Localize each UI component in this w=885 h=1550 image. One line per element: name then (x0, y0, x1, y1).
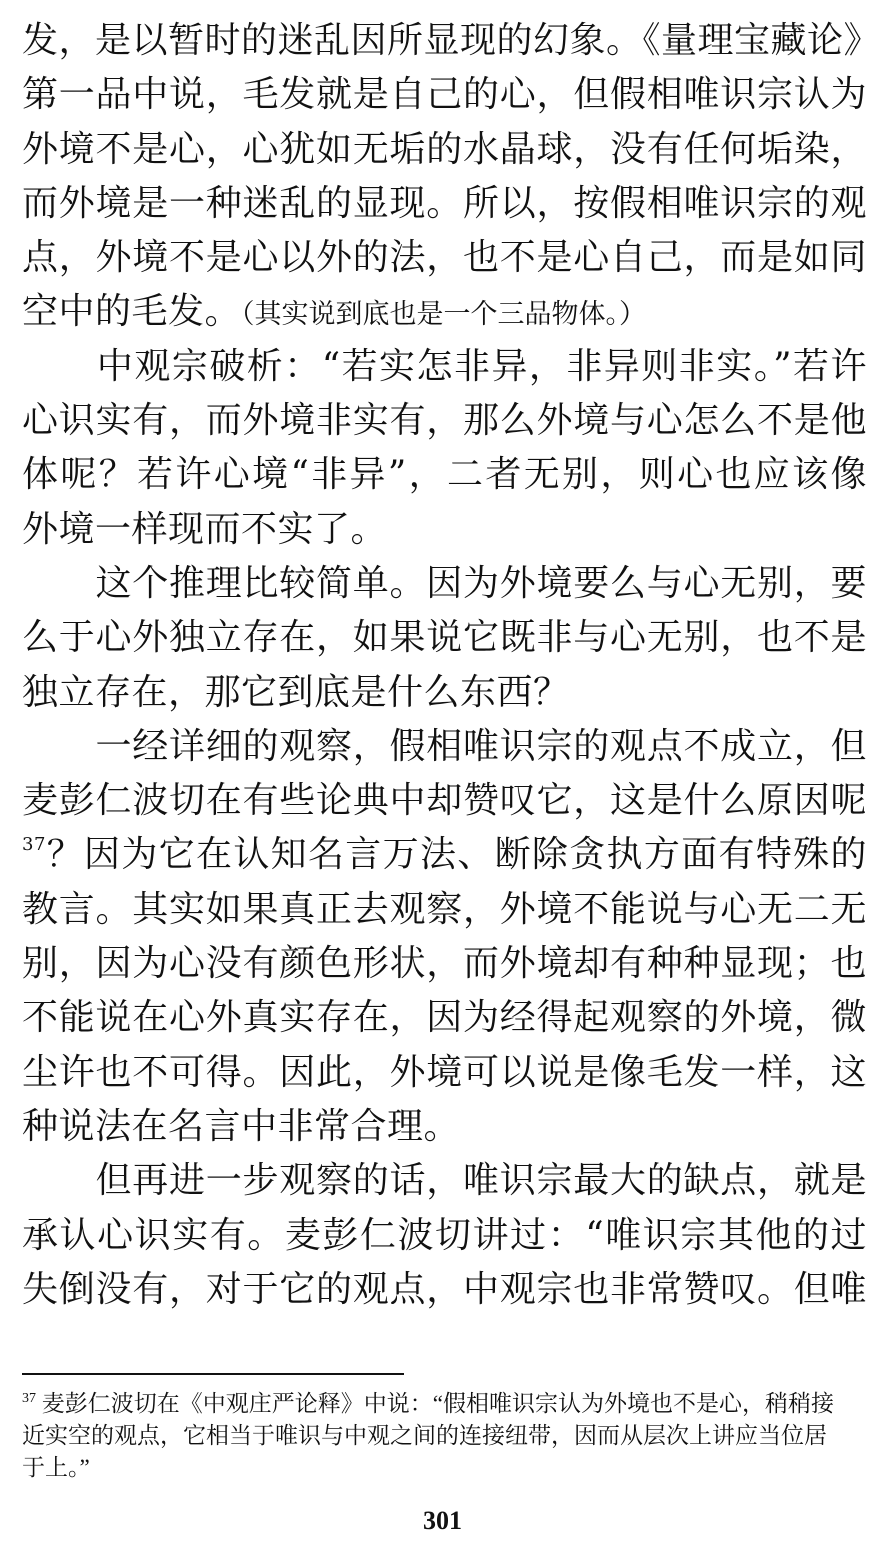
footnote (22, 1388, 867, 1484)
text-line: 承认心识实有。麦彭仁波切讲过：“唯识宗其他的过 (22, 1214, 867, 1256)
body-text (22, 14, 881, 1317)
text-line: 外境不是心，心犹如无垢的水晶球，没有任何垢染， (22, 128, 867, 170)
text-line (22, 285, 867, 339)
text-line: 麦彭仁波切在有些论典中却赞叹它，这是什么原因呢 (22, 780, 867, 822)
text-line: 这个推理比较简单。因为外境要么与心无别，要 (22, 562, 867, 604)
page-number: 301 (423, 1506, 462, 1535)
text-line: 点，外境不是心以外的法，也不是心自己，而是如同 (22, 237, 867, 279)
text-line (22, 828, 867, 882)
text-line: 第一品中说，毛发就是自己的心，但假相唯识宗认为 (22, 74, 867, 116)
footnote-line: 近实空的观点，它相当于唯识与中观之间的连接纽带，因而从层次上讲应当位居 (22, 1423, 827, 1448)
footnote-marker: 37 (22, 1391, 36, 1406)
footnote-reference[interactable]: 37 (22, 834, 46, 856)
text-line: 但再进一步观察的话，唯识宗最大的缺点，就是 (22, 1160, 867, 1202)
footnote-line: 于上。” (22, 1455, 90, 1480)
text-line: 发，是以暂时的迷乱因所显现的幻象。《量理宝藏论》 (22, 20, 881, 61)
text-line: 心识实有，而外境非实有，那么外境与心怎么不是他 (22, 400, 867, 442)
text-line: 失倒没有，对于它的观点，中观宗也非常赞叹。但唯 (22, 1268, 867, 1310)
text-line: 不能说在心外真实存在，因为经得起观察的外境，微 (22, 997, 867, 1039)
text-line: 教言。其实如果真正去观察，外境不能说与心无二无 (22, 888, 867, 930)
text-line: 种说法在名言中非常合理。 (22, 1105, 461, 1147)
footnote-divider (22, 1373, 404, 1375)
text-line: 独立存在，那它到底是什么东西？ (22, 671, 570, 713)
inline-note: （其实说到底也是一个三品物体。） (241, 299, 647, 331)
footnote-line (22, 1388, 867, 1420)
text-line: 中观宗破析：“若实怎非异，非异则非实。”若许 (22, 345, 867, 387)
text-line: 尘许也不可得。因此，外境可以说是像毛发一样，这 (22, 1051, 867, 1093)
text-line: 而外境是一种迷乱的显现。所以，按假相唯识宗的观 (22, 182, 867, 224)
text-line: 体呢？若许心境“非异”，二者无别，则心也应该像 (22, 454, 867, 496)
text-line: 别，因为心没有颜色形状，而外境却有种种显现；也 (22, 943, 867, 985)
text-line-main: 空中的毛发。 (22, 291, 242, 333)
footnote-text: 麦彭仁波切在《中观庄严论释》中说：“假相唯识宗认为外境也不是心，稍稍接 (36, 1391, 834, 1416)
text-line: 么于心外独立存在，如果说它既非与心无别，也不是 (22, 617, 867, 659)
text-line: 外境一样现而不实了。 (22, 508, 388, 550)
text-line: 一经详细的观察，假相唯识宗的观点不成立，但 (22, 725, 867, 767)
text-line-main: ？因为它在认知名言万法、断除贪执方面有特殊的 (45, 834, 867, 876)
